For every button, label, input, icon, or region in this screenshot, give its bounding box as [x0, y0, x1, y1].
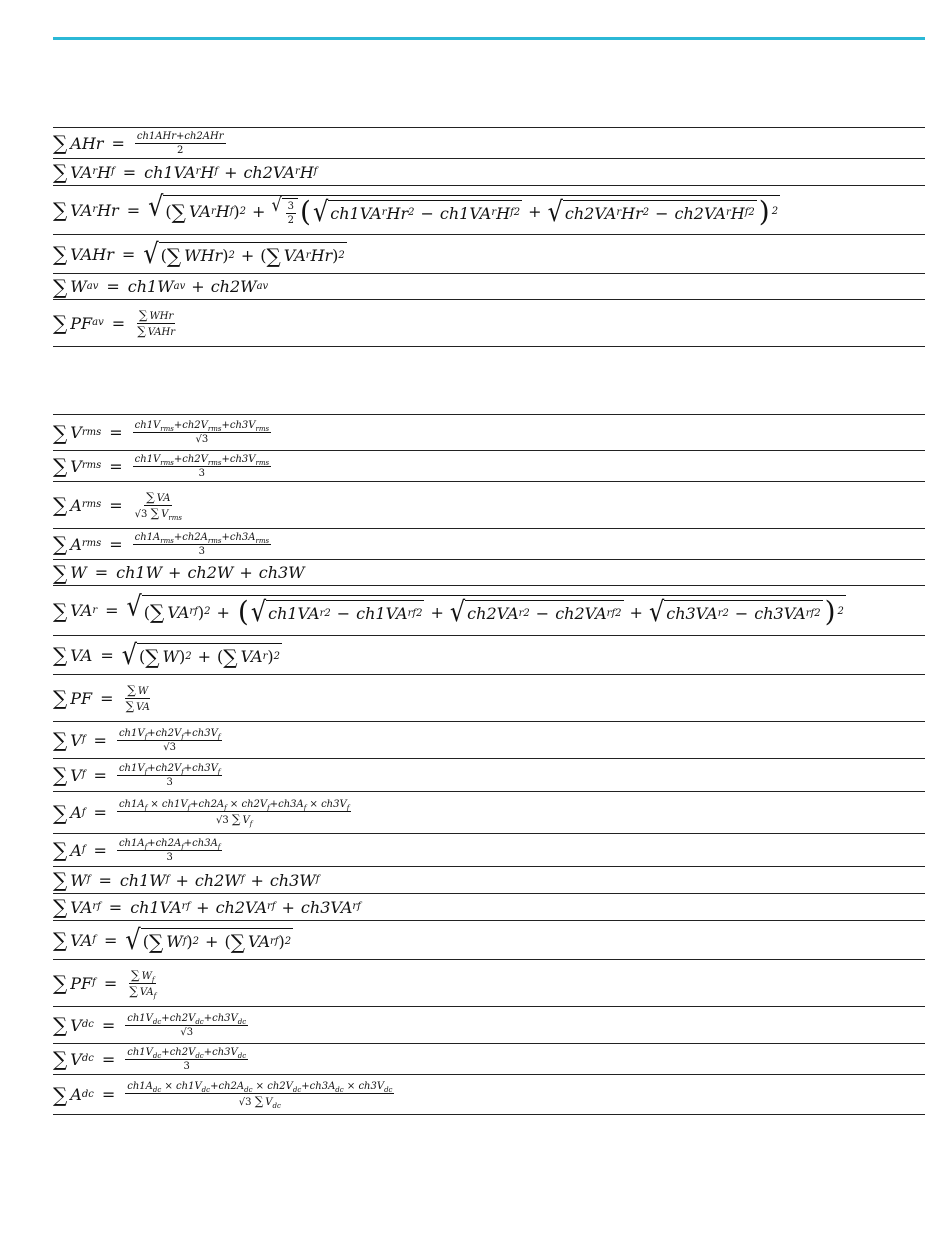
- formula-row: ∑ V rms = $\frac{ch1V_{rms}+ch2V_{rms}+ch3V_{rms}}{√3}$: [53, 415, 925, 451]
- formula-table-1: [53, 127, 925, 347]
- formula-row: ∑ A rms = $\frac{ch1A_{rms}+ch2A_{rms}+ch3A_{rms}}{3}$: [53, 529, 925, 560]
- formula-row: ∑ A rms = $\frac{\sum VA}{√3 \sum V_{rms}}$: [53, 482, 925, 529]
- formula-row: ∑ V dc = $\frac{ch1V_{dc}+ch2V_{dc}+ch3V_{dc}}{√3}$: [53, 1007, 925, 1044]
- formula-row: ∑ W f = ch1W f + ch2W f + ch3W f: [53, 867, 925, 894]
- formula-row: ∑ VA r = √ ( ∑ VA rf ) 2 + ( √ ch1VA r 2 − ch1VA rf 2 + √ ch2VA r 2 − ch2VA rf 2 + √ ch3VA r 2 − ch3VA rf 2 ) 2: [53, 586, 925, 636]
- formula-row: ∑ VAHr = √ ( ∑ WHr ) 2 + ( ∑ VA r Hr ) 2: [53, 235, 925, 274]
- formula-row: ∑ V f = $\frac{ch1V_f+ch2V_f+ch3V_f}{3}$: [53, 759, 925, 792]
- formula-row: ∑ A f = $\frac{ch1A_f+ch2A_f+ch3A_f}{3}$: [53, 834, 925, 867]
- formula-row: ∑ PF f = $\frac{\sum W_f}{\sum VA_f}$: [53, 960, 925, 1007]
- formula-row: ∑ PF = $\frac{\sum W}{\sum VA}$: [53, 675, 925, 722]
- formula-row: ∑ W = ch1W + ch2W + ch3W: [53, 560, 925, 586]
- formula-row: ∑ VA r H f = ch1VA r H f + ch2VA r H f: [53, 159, 925, 186]
- formula-row: ∑ PF av = $\frac{\text{∑ WHr}}{\text{∑ VAHr}}$: [53, 300, 925, 347]
- formula-row: ∑ V rms = $\frac{ch1V_{rms}+ch2V_{rms}+ch3V_{rms}}{3}$: [53, 451, 925, 482]
- formula-row: ∑ VA r Hr = √ ( ∑ VA r H f ) 2 + √ $\frac{3}{2}$ ( √ ch1VA r Hr 2 − ch1VA r H f 2 + √ ch2VA r Hr 2 − ch2VA r H f 2 ) 2: [53, 186, 925, 235]
- formula-row: ∑ AHr = $\frac{\text{ch1AHr+ch2AHr}}{2}$: [53, 128, 925, 159]
- formula-row: ∑ W av = ch1W av + ch2W av: [53, 274, 925, 300]
- header-accent-bar: [53, 37, 925, 40]
- formula-row: ∑ V dc = $\frac{ch1V_{dc}+ch2V_{dc}+ch3V_{dc}}{3}$: [53, 1044, 925, 1075]
- formula-row: ∑ VA f = √ ( ∑ W f ) 2 + ( ∑ VA rf ) 2: [53, 921, 925, 960]
- formula-row: ∑ A f = $\frac{ch1A_f \times ch1V_f+ch2A_f \times ch2V_f+ch3A_f \times ch3V_f}{√3 \sum V_f}$: [53, 792, 925, 834]
- formula-row: ∑ V f = $\frac{ch1V_f+ch2V_f+ch3V_f}{√3}$: [53, 722, 925, 759]
- formula-row: ∑ VA rf = ch1VA rf + ch2VA rf + ch3VA rf: [53, 894, 925, 921]
- formula-row: ∑ VA = √ ( ∑ W ) 2 + ( ∑ VA r ) 2: [53, 636, 925, 675]
- formula-row: ∑ A dc = $\frac{ch1A_{dc} \times ch1V_{dc}+ch2A_{dc} \times ch2V_{dc}+ch3A_{dc} \times ch3V_{dc}}{√3 \sum V_{dc}}$: [53, 1075, 925, 1115]
- formula-table-2: [53, 414, 925, 1115]
